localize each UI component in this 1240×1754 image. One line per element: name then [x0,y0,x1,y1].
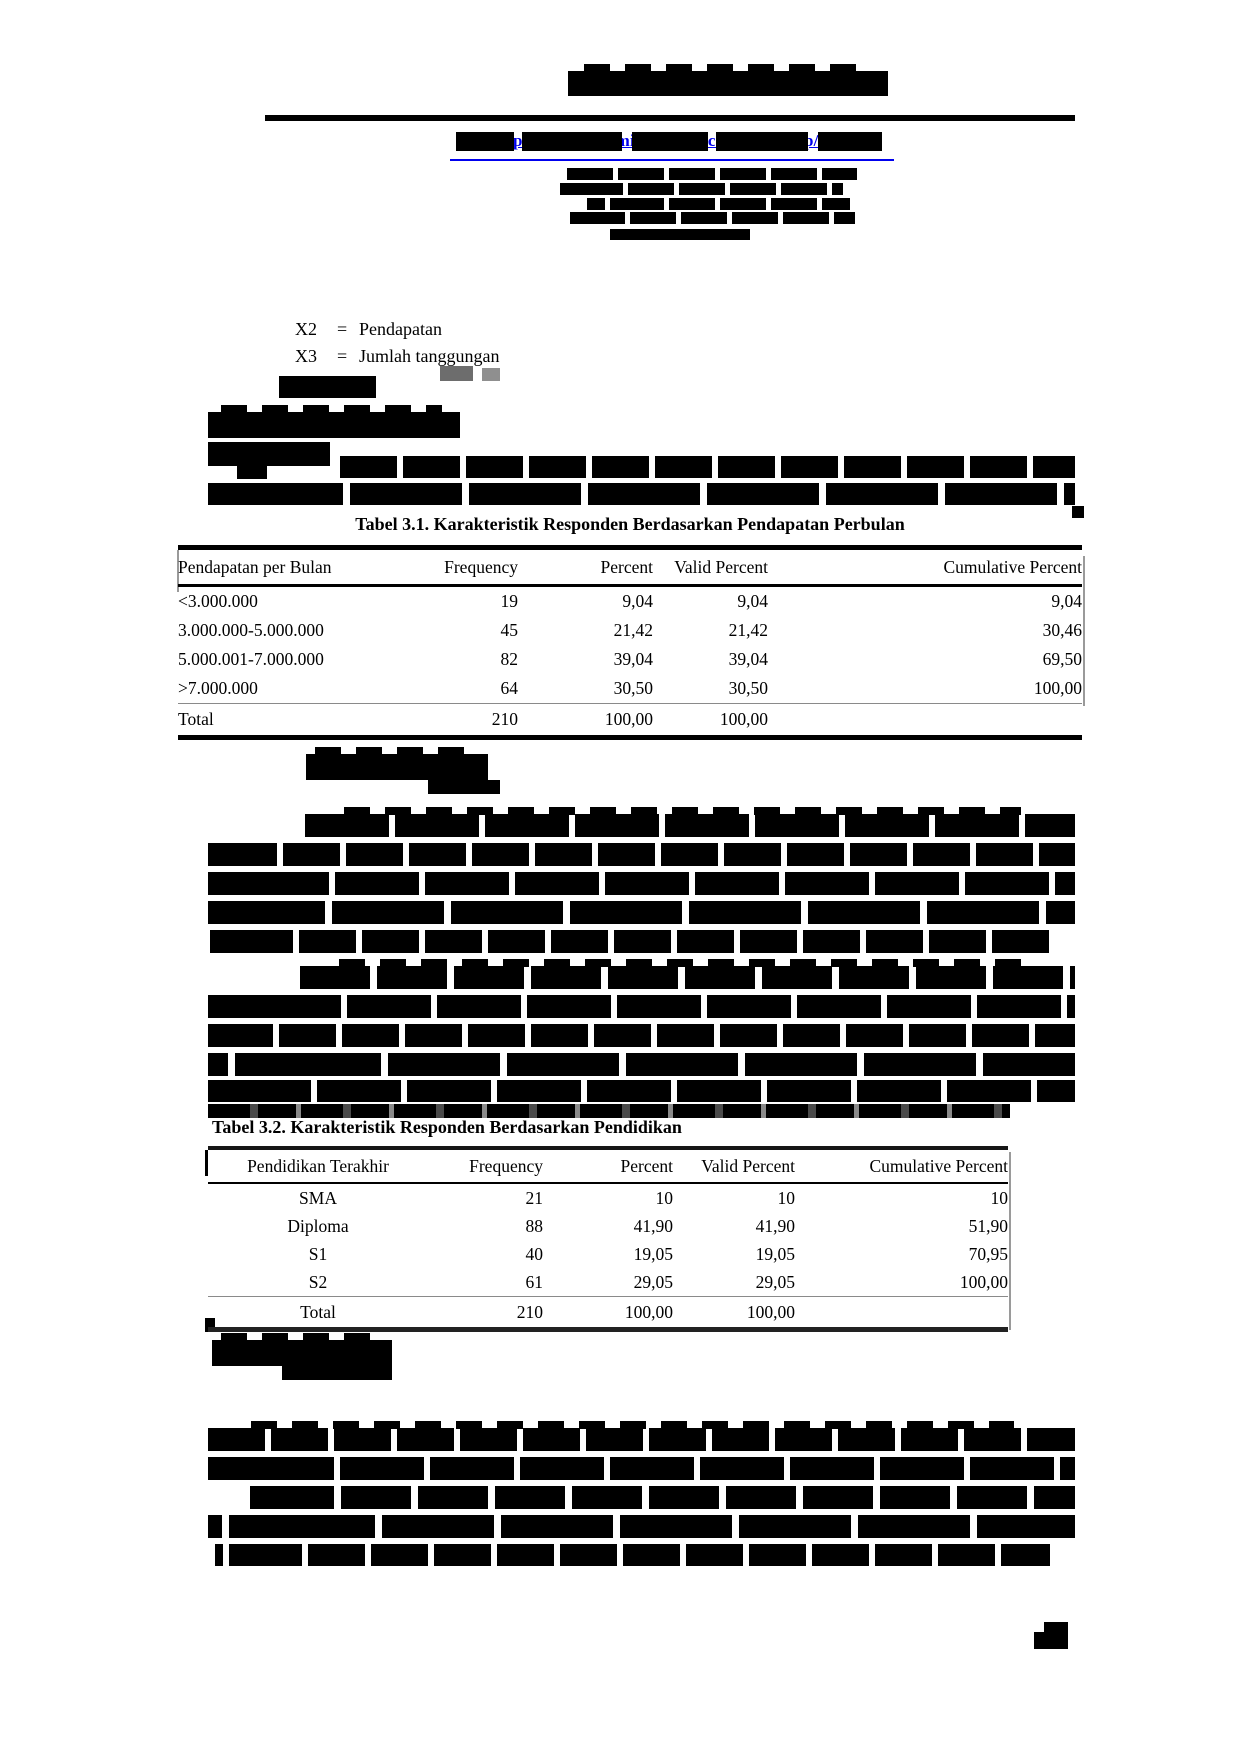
cell: 19,05 [755,1243,795,1264]
cell: 9,04 [1051,591,1082,611]
redacted-text-bar [208,1428,1075,1451]
table2-col-header: Percent [543,1148,673,1183]
equals-sign: = [337,346,348,366]
table2-right-edge-artifact [1009,1152,1011,1330]
link-redaction-bar [522,132,622,151]
cell: 100,00 [673,1297,795,1330]
table2-header-row [208,1148,1008,1183]
cell: 64 [500,678,518,698]
redacted-heading-tail [237,466,267,479]
redacted-text-bar [208,1053,1075,1076]
faded-text-mark [440,366,473,381]
cell: 10 [990,1187,1008,1208]
table2-title: Tabel 3.2. Karakteristik Responden Berdasarkan Pendidikan [212,1117,682,1137]
redacted-table-source-tail [428,780,500,794]
table-row [178,586,1082,617]
partially-redacted-line [208,1104,1010,1118]
cell: 30,50 [728,678,768,698]
table-row [208,1183,1008,1212]
link-redaction-bar [818,132,882,151]
redacted-text-bar [208,843,1075,866]
table2-col-header: Pendidikan Terakhir [208,1148,428,1183]
cell [768,704,1082,738]
redacted-table-source [306,754,488,780]
table-total-row [208,1297,1008,1330]
cell: S2 [308,1271,328,1292]
redacted-text-bar [208,901,1075,924]
cell: 5.000.001-7.000.000 [178,649,324,669]
cell: 39,04 [728,649,768,669]
variable-value: Pendapatan [359,319,442,339]
cell: 40 [525,1243,543,1264]
table-total-row [178,704,1082,738]
table-pendidikan [208,1146,1008,1332]
header-rule [265,115,1075,121]
cell: 21 [525,1187,543,1208]
redacted-text-bar [208,1515,1075,1538]
redacted-text-bar [208,872,1075,895]
link-redaction-bar [632,132,708,151]
cell: 61 [525,1271,543,1292]
redacted-text-bar [300,966,1075,989]
table2-col-header: Cumulative Percent [795,1148,1008,1183]
cell: 100,00 [653,704,768,738]
redacted-text-bar [208,1457,1075,1480]
cell: 45 [500,620,518,640]
redacted-table-source-tail [282,1366,392,1380]
cell: SMA [299,1187,337,1208]
cell: 51,90 [968,1215,1008,1236]
redacted-text-bar [208,1024,1075,1047]
redacted-text-bar [250,1486,1075,1509]
cell [795,1297,1008,1330]
table1-col-header: Pendapatan per Bulan [178,548,428,586]
table-row [178,616,1082,645]
cell: 30,50 [613,678,653,698]
redacted-text-bar [208,483,1075,505]
variable-symbol: X2 [295,319,317,339]
journal-link-line [450,131,894,161]
cell: 39,04 [613,649,653,669]
cell: 100,00 [959,1271,1008,1292]
cell: 9,04 [737,591,768,611]
table1-col-header: Cumulative Percent [768,548,1082,586]
table-row [178,674,1082,704]
redacted-author-line [587,198,850,210]
cell: 19 [500,591,518,611]
redacted-article-title [568,71,888,96]
link-redaction-bar [456,132,514,151]
cell: 29,05 [633,1271,673,1292]
table-pendapatan [178,545,1082,740]
cell: >7.000.000 [178,678,258,698]
variable-symbol: X3 [295,346,317,366]
cell: 41,90 [755,1215,795,1236]
table1-col-header: Percent [518,548,653,586]
redacted-text-bar [305,814,1075,837]
cell: S1 [308,1243,328,1264]
table2-col-header: Valid Percent [673,1148,795,1183]
cell: Total [178,704,428,738]
cell: 30,46 [1042,620,1082,640]
redacted-author-line [610,229,750,240]
cell: 10 [777,1187,795,1208]
redacted-text-bar [208,1080,1075,1102]
cell: 29,05 [755,1271,795,1292]
redacted-text-bar [340,456,1075,478]
table1-col-header: Frequency [428,548,518,586]
cell: 100,00 [518,704,653,738]
cell: 100,00 [543,1297,673,1330]
link-redaction-bar [716,132,808,151]
cell: 100,00 [1033,678,1082,698]
cell: 10 [655,1187,673,1208]
equals-sign: = [337,319,348,339]
table-row [208,1212,1008,1240]
redacted-page-number [1044,1622,1068,1649]
faded-text-mark [482,368,500,381]
cell: 3.000.000-5.000.000 [178,620,324,640]
table2-col-header: Frequency [428,1148,543,1183]
table-row [178,645,1082,674]
redacted-section-heading [208,412,460,438]
redacted-section-subheading [208,442,330,466]
cell: Diploma [287,1215,349,1236]
cell: 210 [428,704,518,738]
table-row [208,1268,1008,1297]
redacted-table-source [212,1340,392,1366]
cell: 88 [525,1215,543,1236]
table1-col-header: Valid Percent [653,548,768,586]
cell: 70,95 [968,1243,1008,1264]
table1-right-edge-artifact [1083,556,1085,706]
table1-corner-artifact [1072,506,1084,518]
cell: Total [208,1297,428,1330]
table1-title: Tabel 3.1. Karakteristik Responden Berdasarkan Pendapatan Perbulan [355,514,905,534]
cell: 210 [428,1297,543,1330]
cell: 19,05 [633,1243,673,1264]
redacted-text-bar [208,995,1075,1018]
cell: 21,42 [728,620,768,640]
redacted-author-line [560,183,843,195]
cell: 9,04 [622,591,653,611]
table-row [208,1240,1008,1268]
redacted-page-number-tail [1034,1632,1044,1649]
cell: 82 [500,649,518,669]
redacted-text-block [279,376,376,398]
cell: 21,42 [613,620,653,640]
redacted-author-line [567,168,857,180]
table1-header-row [178,548,1082,586]
cell: 69,50 [1042,649,1082,669]
cell: <3.000.000 [178,591,258,611]
variable-value: Jumlah tanggungan [359,346,500,366]
cell: 41,90 [633,1215,673,1236]
redacted-text-bar [208,930,1053,953]
redacted-author-line [570,212,855,224]
redacted-text-bar [215,1544,1050,1566]
